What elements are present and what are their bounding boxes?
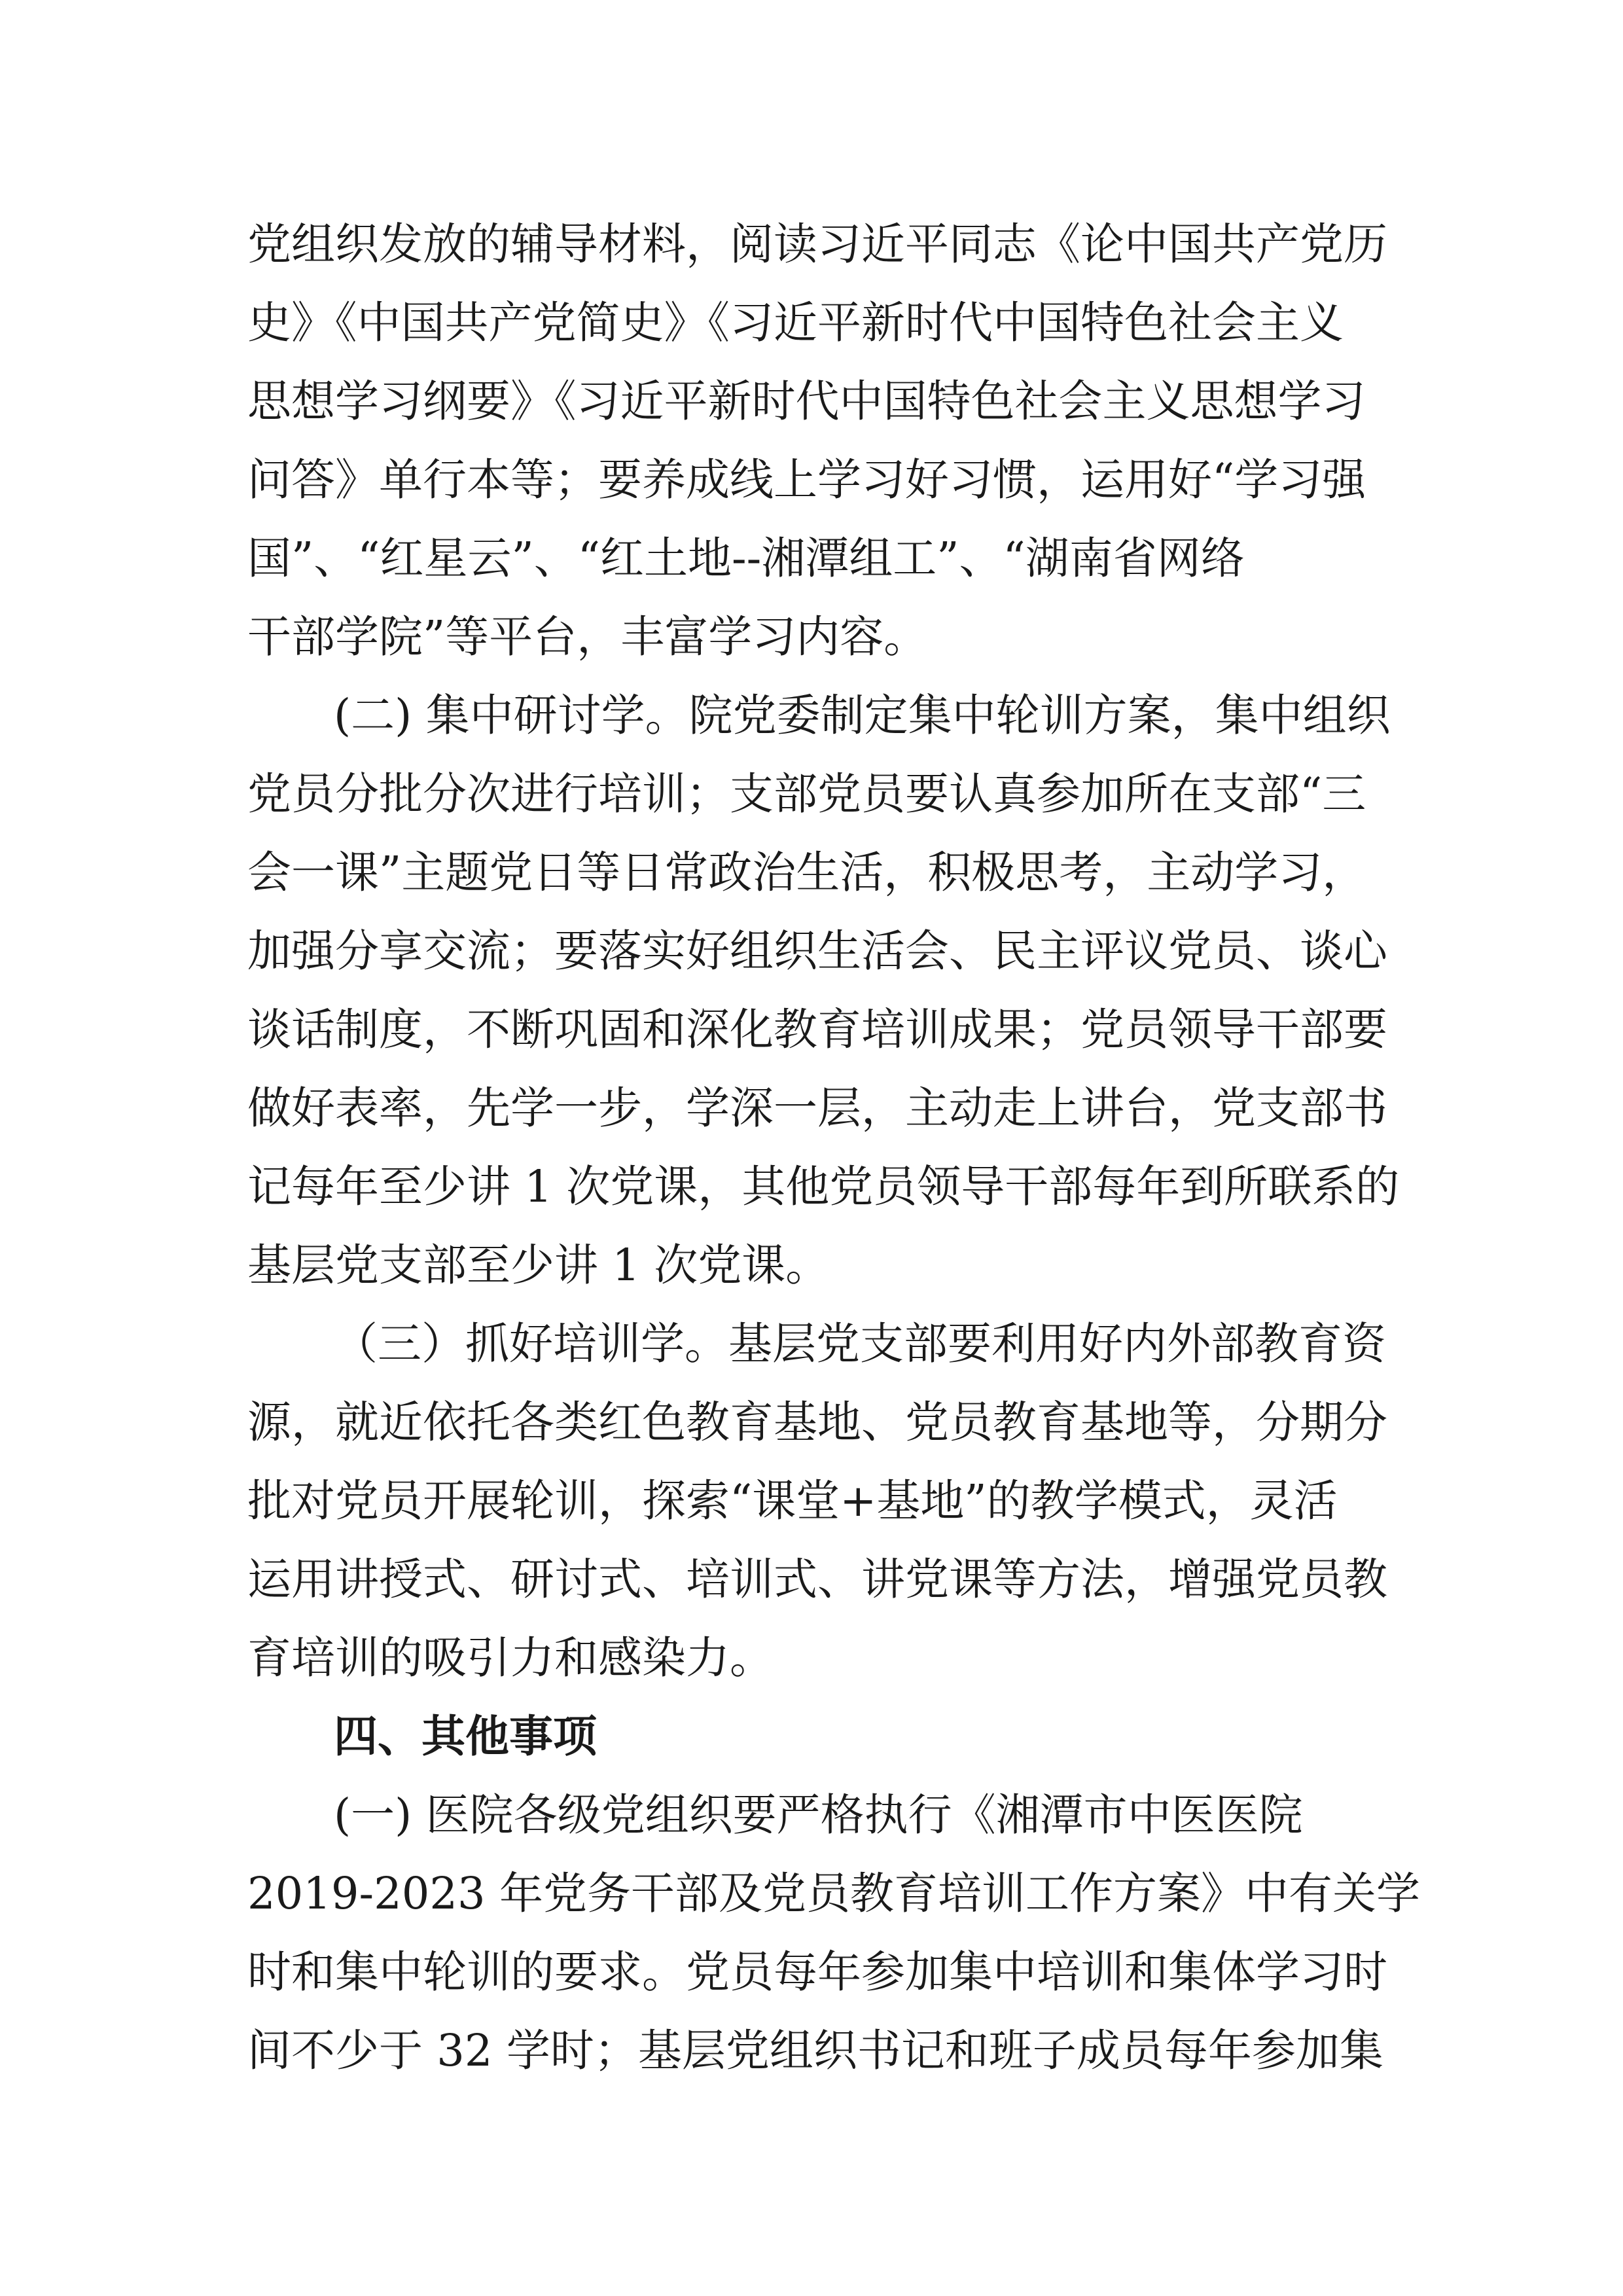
paragraph-line: 育培训的吸引力和感染力。 [247, 1632, 774, 1683]
paragraph-line: （三）抓好培训学。基层党支部要利用好内外部教育资 [334, 1318, 1386, 1369]
paragraph-line: 会一课”主题党日等日常政治生活，积极思考，主动学习， [247, 847, 1366, 898]
paragraph-line: (一) 医院各级党组织要严格执行《湘潭市中医医院 [334, 1789, 1303, 1840]
paragraph-line: 问答》单行本等；要养成线上学习好习惯，运用好“学习强 [247, 454, 1366, 505]
paragraph-line: 2019-2023 年党务干部及党员教育培训工作方案》中有关学 [247, 1868, 1420, 1919]
section-heading: 四、其他事项 [334, 1711, 597, 1762]
paragraph-line: 干部学院”等平台，丰富学习内容。 [247, 611, 928, 662]
paragraph-line: (二) 集中研讨学。院党委制定集中轮训方案，集中组织 [334, 690, 1391, 741]
paragraph-line: 思想学习纲要》《习近平新时代中国特色社会主义思想学习 [247, 376, 1366, 427]
paragraph-line: 加强分享交流；要落实好组织生活会、民主评议党员、谈心 [247, 925, 1387, 977]
paragraph-line: 国”、“红星云”、“红土地--湘潭组工”、“湖南省网络 [247, 533, 1245, 584]
paragraph-line: 运用讲授式、研讨式、培训式、讲党课等方法，增强党员教 [247, 1554, 1387, 1605]
paragraph-line: 史》《中国共产党简史》《习近平新时代中国特色社会主义 [247, 297, 1344, 348]
paragraph-line: 间不少于 32 学时；基层党组织书记和班子成员每年参加集 [247, 2025, 1383, 2076]
paragraph-line: 党组织发放的辅导材料，阅读习近平同志《论中国共产党历 [247, 219, 1387, 270]
paragraph-line: 源，就近依托各类红色教育基地、党员教育基地等，分期分 [247, 1397, 1387, 1448]
paragraph-line: 基层党支部至少讲 1 次党课。 [247, 1240, 830, 1291]
paragraph-line: 时和集中轮训的要求。党员每年参加集中培训和集体学习时 [247, 1946, 1387, 1998]
paragraph-line: 记每年至少讲 1 次党课，其他党员领导干部每年到所联系的 [247, 1161, 1400, 1212]
paragraph-line: 谈话制度，不断巩固和深化教育培训成果；党员领导干部要 [247, 1004, 1387, 1055]
paragraph-line: 批对党员开展轮训，探索“课堂+基地”的教学模式，灵活 [247, 1475, 1338, 1526]
paragraph-line: 做好表率，先学一步，学深一层，主动走上讲台，党支部书 [247, 1083, 1387, 1134]
paragraph-line: 党员分批分次进行培训；支部党员要认真参加所在支部“三 [247, 768, 1366, 819]
